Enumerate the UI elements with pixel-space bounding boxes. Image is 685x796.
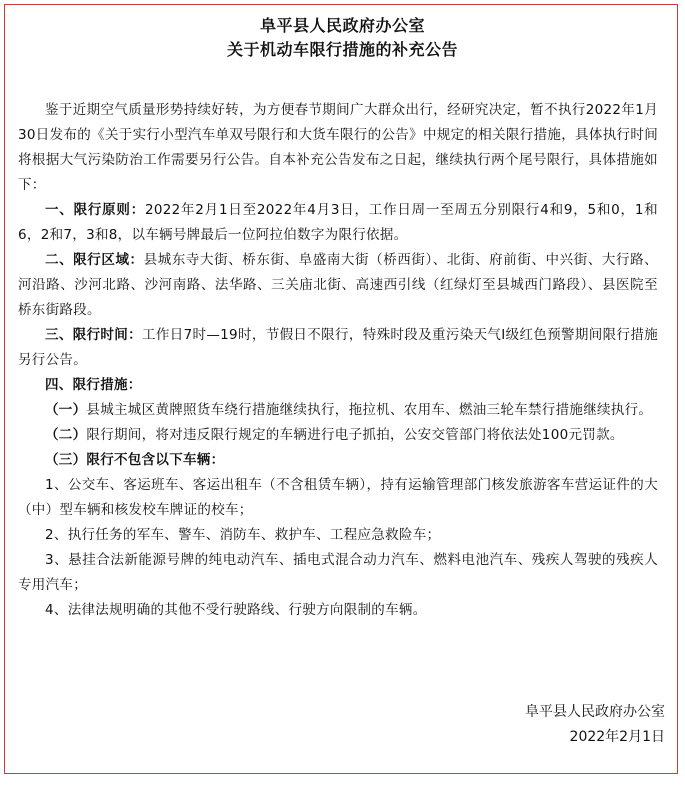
exemption-1: 1、公交车、客运班车、客运出租车（不含租赁车辆），持有运输管理部门核发旅游客车营运证件的大（中）型车辆和核发校车牌证的校车； [18,477,658,518]
title-subject: 关于机动车限行措施的补充公告 [226,40,458,59]
intro-paragraph: 鉴于近期空气质量形势持续好转，为方便春节期间广大群众出行，经研究决定，暂不执行2022年1月30日发布的《关于实行小型汽车单双号限行和大货车限行的公告》中规定的相关限行措施，具体执行时间将根据大气污染防治工作需要另行公告。自本补充公告发布之日起，继续执行两个尾号限行，具体措施如下： [18,102,658,193]
title-issuer: 阜平县人民政府办公室 [259,16,425,35]
measure-2-label: （二） [45,427,87,443]
footer-date: 2022年2月1日 [569,729,665,745]
exemption-2: 2、执行任务的军车、警车、消防车、救护车、工程应急救险车； [45,527,441,543]
footer-issuer: 阜平县人民政府办公室 [525,704,665,720]
notice-body [18,98,658,623]
section-area-heading: 二、限行区域： [45,252,144,268]
measure-1-text: 县城主城区黄牌照货车绕行措施继续执行，拖拉机、农用车、燃油三轮车禁行措施继续执行。 [86,402,653,418]
section-measures-heading: 四、限行措施： [45,377,142,393]
section-time [18,323,658,373]
measure-2-text: 限行期间，将对违反限行规定的车辆进行电子抓拍，公安交管部门将依法处100元罚款。 [86,427,624,443]
section-area-text: 县城东寺大街、桥东街、阜盛南大街（桥西街）、北街、府前街、中兴街、大行路、河沿路、沙河北路、沙河南路、法华路、三关庙北街、高速西引线（红绿灯至县城西门路段）、县医院至桥东街路段。 [18,252,658,318]
measure-2 [18,423,658,448]
section-principle-text: 2022年2月1日至2022年4月3日，工作日周一至周五分别限行4和9，5和0，1和6，2和7，3和8，以车辆号牌最后一位阿拉伯数字为限行依据。 [18,202,658,243]
measure-1-label: （一） [45,402,87,418]
section-principle [18,198,658,248]
measure-3-heading: （三）限行不包含以下车辆： [45,452,225,468]
exemption-3: 3、悬挂合法新能源号牌的纯电动汽车、插电式混合动力汽车、燃料电池汽车、残疾人驾驶的残疾人专用汽车； [18,552,658,593]
section-area [18,248,658,323]
measure-3 [18,448,658,473]
exemption-4: 4、法律法规明确的其他不受行驶路线、行驶方向限制的车辆。 [45,602,427,618]
measure-1 [18,398,658,423]
section-time-heading: 三、限行时间： [45,327,142,343]
section-measures [18,373,658,398]
section-principle-heading: 一、限行原则： [45,202,145,218]
section-time-text: 工作日7时—19时，节假日不限行，特殊时段及重污染天气I级红色预警期间限行措施另行公告。 [18,327,658,368]
notice-footer [525,700,665,750]
